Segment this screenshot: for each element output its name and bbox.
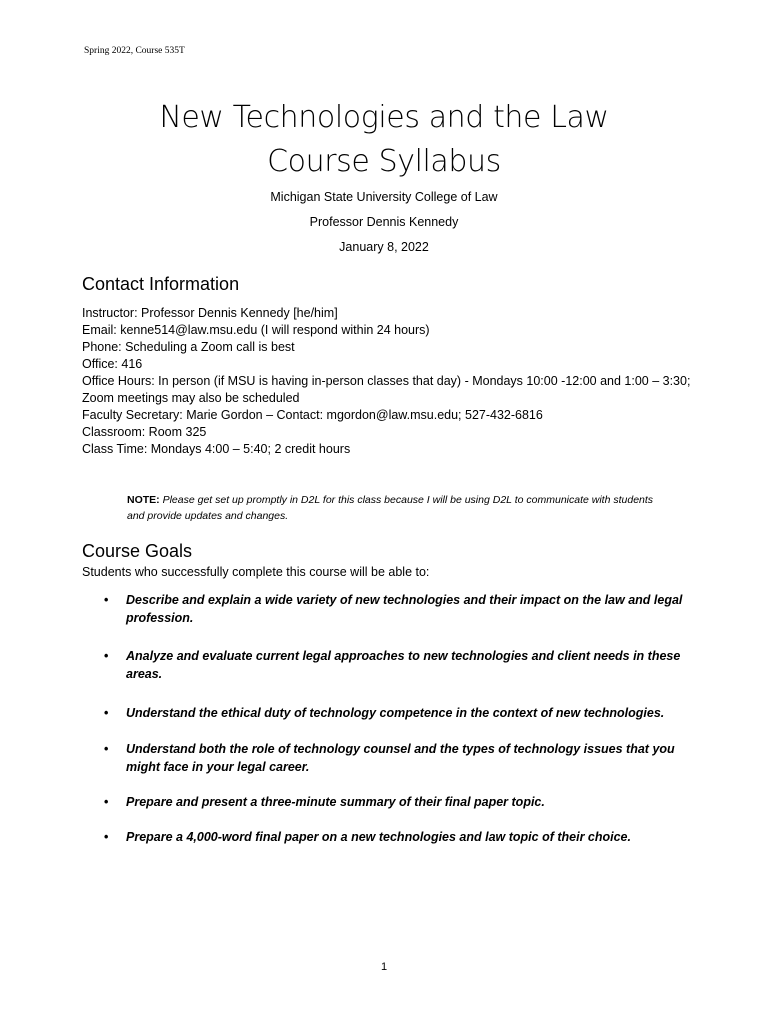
page-number: 1 xyxy=(380,961,388,973)
contact-classroom: Classroom: Room 325 xyxy=(82,425,207,439)
bullet-icon: • xyxy=(104,593,109,607)
note-label: NOTE: xyxy=(127,494,160,506)
bullet-icon: • xyxy=(104,742,109,756)
professor-name: Professor Dennis Kennedy xyxy=(309,215,459,229)
list-item xyxy=(104,794,694,812)
bullet-icon: • xyxy=(104,830,109,844)
contact-phone: Phone: Scheduling a Zoom call is best xyxy=(82,340,295,354)
contact-office-hours: Office Hours: In person (if MSU is having in-person classes that day) - Mondays 10:00 -12:00 and 1:00 – 3:30; Zoom meetings may also be scheduled xyxy=(82,374,691,405)
list-item xyxy=(104,648,694,683)
goal-text: Prepare a 4,000-word final paper on a new technologies and law topic of their choice. xyxy=(126,830,631,844)
goal-text: Describe and explain a wide variety of new technologies and their impact on the law and legal profession. xyxy=(126,593,683,625)
goal-text: Prepare and present a three-minute summary of their final paper topic. xyxy=(126,795,545,809)
list-item xyxy=(104,705,694,723)
header-note: Spring 2022, Course 535T xyxy=(84,46,185,56)
contact-office: Office: 416 xyxy=(82,357,143,371)
contact-email: Email: kenne514@law.msu.edu (I will respond within 24 hours) xyxy=(82,323,430,337)
d2l-note xyxy=(127,493,667,524)
contact-faculty-secretary: Faculty Secretary: Marie Gordon – Contact: mgordon@law.msu.edu; 527-432-6816 xyxy=(82,408,543,422)
contact-class-time: Class Time: Mondays 4:00 – 5:40; 2 credit hours xyxy=(82,442,351,456)
goal-text: Understand the ethical duty of technology competence in the context of new technologies. xyxy=(126,706,665,720)
document-title: New Technologies and the Law xyxy=(159,100,609,135)
bullet-icon: • xyxy=(104,795,109,809)
note-text: Please get set up promptly in D2L for this class because I will be using D2L to communicate with students and provide updates and changes. xyxy=(127,494,654,522)
document-subtitle: Course Syllabus xyxy=(267,144,501,179)
bullet-icon: • xyxy=(104,706,109,720)
list-item xyxy=(104,592,694,627)
course-goals-heading: Course Goals xyxy=(82,541,193,561)
contact-instructor: Instructor: Professor Dennis Kennedy [he/him] xyxy=(82,306,338,320)
bullet-icon: • xyxy=(104,649,109,663)
document-date: January 8, 2022 xyxy=(339,240,429,254)
contact-heading: Contact Information xyxy=(82,274,240,294)
list-item xyxy=(104,829,694,847)
goal-text: Understand both the role of technology counsel and the types of technology issues that you might face in your legal career. xyxy=(126,742,675,774)
institution: Michigan State University College of Law xyxy=(270,190,498,204)
contact-list xyxy=(82,305,692,458)
list-item xyxy=(104,741,694,776)
course-goals-intro: Students who successfully complete this course will be able to: xyxy=(82,565,430,579)
goal-text: Analyze and evaluate current legal approaches to new technologies and client needs in these areas. xyxy=(126,649,681,681)
